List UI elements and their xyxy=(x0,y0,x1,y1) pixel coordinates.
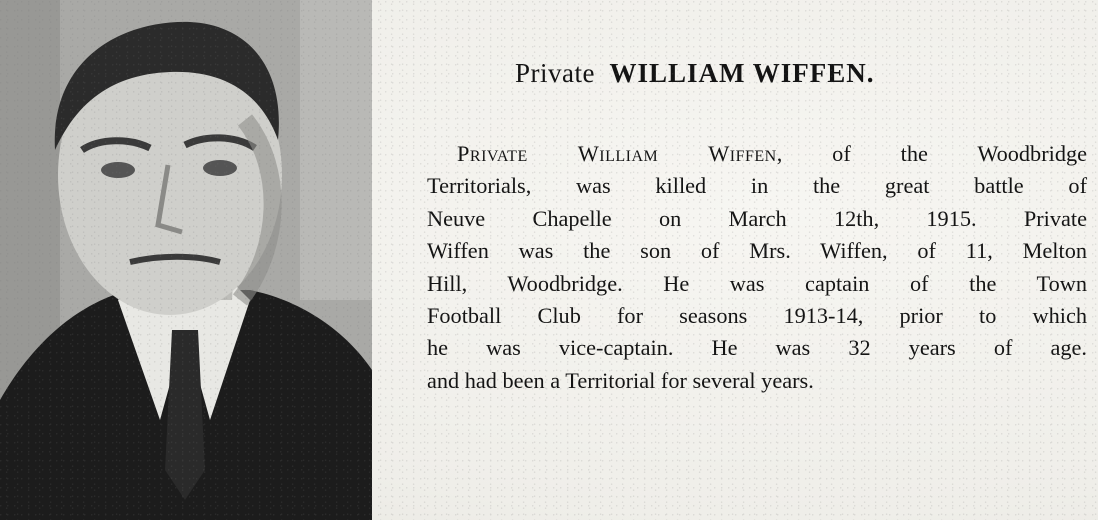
article-line: and had been a Territorial for several years. xyxy=(427,367,814,393)
article-line: Football Club for seasons 1913-14, prior to which xyxy=(427,302,1087,328)
article-line: he was vice-captain. He was 32 years of age. xyxy=(427,335,1087,361)
article-line-text: , of the Woodbridge xyxy=(776,141,1088,166)
article-line: Hill, Woodbridge. He was captain of the Town xyxy=(427,270,1087,296)
article-line: Territorials, was killed in the great battle of xyxy=(427,173,1087,199)
portrait-photo xyxy=(0,0,372,520)
article-body xyxy=(427,138,1087,397)
headline-rank: Private xyxy=(515,58,595,88)
headline xyxy=(515,58,1075,89)
article-line xyxy=(427,138,1087,170)
article-line: Neuve Chapelle on March 12th, 1915. Private xyxy=(427,205,1087,231)
headline-name: WILLIAM WIFFEN. xyxy=(609,58,875,88)
article-lead-name: Private William Wiffen xyxy=(457,141,777,166)
article-line: Wiffen was the son of Mrs. Wiffen, of 11, Melton xyxy=(427,238,1087,264)
